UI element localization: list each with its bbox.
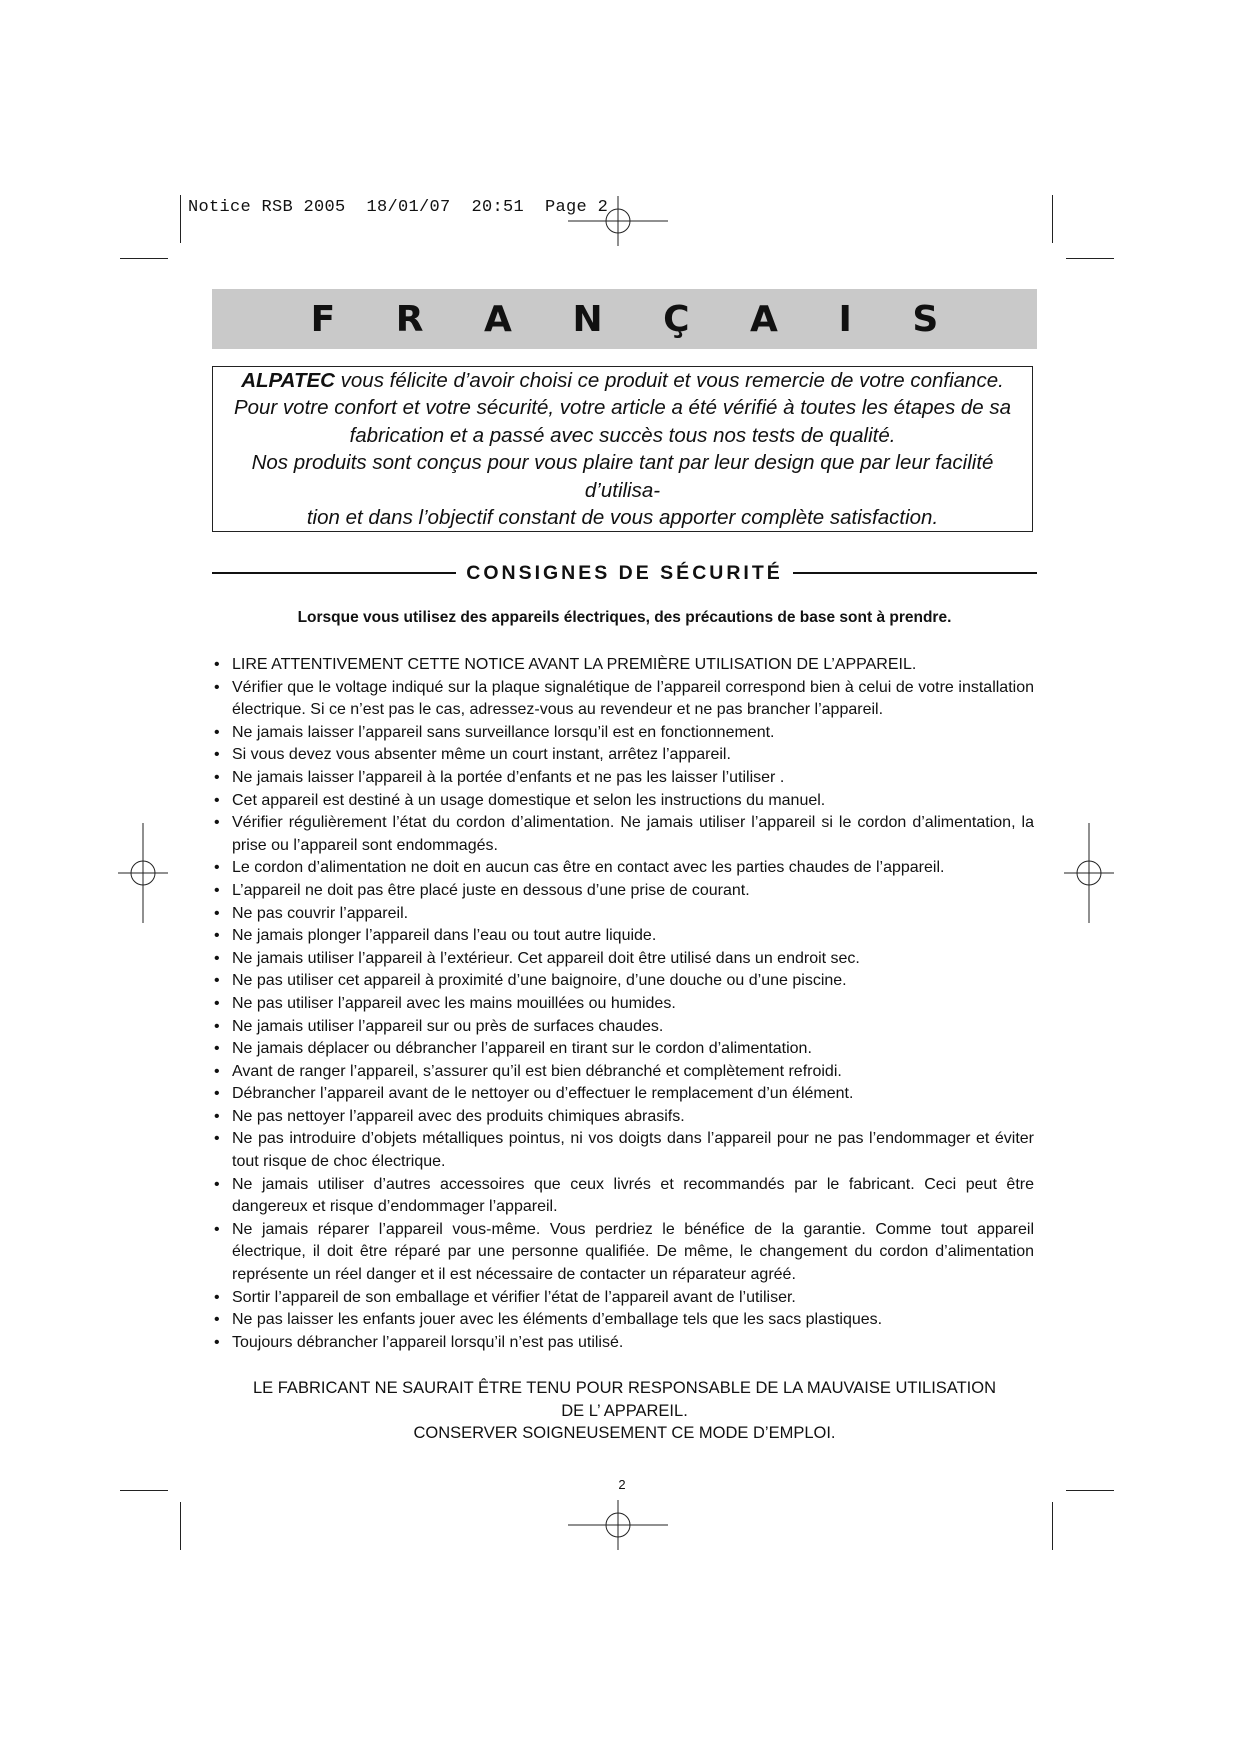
page-title: F R A N Ç A I S [310,298,963,340]
print-slug: Notice RSB 2005 18/01/07 20:51 Page 2 [188,198,609,217]
disclaimer-line-3: CONSERVER SOIGNEUSEMENT CE MODE D’EMPLOI. [413,1424,836,1443]
registration-mark-left-icon [118,823,168,923]
brand-name: ALPATEC [241,368,335,392]
list-item: • Ne jamais laisser l’appareil à la portée d’enfants et ne pas les laisser l’utiliser . [212,767,1034,790]
crop-mark-bottom-left-horizontal [120,1490,168,1491]
intro-line-3: fabrication et a passé avec succès tous nos tests de qualité. [349,423,896,447]
list-item: • Ne pas nettoyer l’appareil avec des produits chimiques abrasifs. [212,1106,1034,1129]
crop-mark-top-left-horizontal [120,258,168,259]
disclaimer-line-1: LE FABRICANT NE SAURAIT ÊTRE TENU POUR RESPONSABLE DE LA MAUVAISE UTILISATION [253,1379,996,1397]
section-rule-right [793,572,1037,574]
crop-mark-bottom-left-vertical [180,1502,181,1550]
list-item: • Ne pas introduire d’objets métalliques pointus, ni vos doigts dans l’appareil pour ne pas l’endommager et éviter tout risque de choc électrique. [212,1128,1034,1173]
disclaimer-line-2: DE L’ APPAREIL. [561,1401,688,1420]
crop-mark-top-right-vertical [1052,195,1053,243]
list-item: • Vérifier régulièrement l’état du cordon d’alimentation. Ne jamais utiliser l’appareil si le cordon d’alimentation, la prise ou l’appareil sont endommagés. [212,812,1034,857]
language-title-band [212,289,1037,349]
registration-mark-right-icon [1064,823,1114,923]
list-item: • Débrancher l’appareil avant de le nettoyer ou d’effectuer le remplacement d’un élément. [212,1083,1034,1106]
intro-line-5: tion et dans l’objectif constant de vous apporter complète satisfaction. [306,506,939,529]
intro-line-1 [219,367,1026,395]
page-number: 2 [618,1477,626,1492]
intro-line-1-text: vous félicite d’avoir choisi ce produit et vous remercie de votre confiance. [334,368,1004,392]
intro-line-4: Nos produits sont conçus pour vous plaire tant par leur design que par leur facilité d’utilisa- [251,451,994,502]
list-item: • Ne jamais plonger l’appareil dans l’eau ou tout autre liquide. [212,925,1034,948]
list-item: • Ne pas couvrir l’appareil. [212,903,1034,926]
list-item: • Ne jamais utiliser l’appareil à l’extérieur. Cet appareil doit être utilisé dans un endroit sec. [212,948,1034,971]
registration-mark-bottom-icon [568,1500,668,1550]
list-item: • Ne jamais réparer l’appareil vous-même. Vous perdriez le bénéfice de la garantie. Comme tout appareil électrique, il doit être réparé par une personne qualifiée. De même, le changement du cordon d’alimentation représente un réel danger et il est nécessaire de contacter un réparateur agréé. [212,1219,1034,1287]
safety-rules-list [212,654,1034,1354]
list-item: • Avant de ranger l’appareil, s’assurer qu’il est bien débranché et complètement refroidi. [212,1061,1034,1084]
intro-line-2: Pour votre confort et votre sécurité, votre article a été vérifié à toutes les étapes de sa [233,396,1012,419]
list-item: • Sortir l’appareil de son emballage et vérifier l’état de l’appareil avant de l’utiliser. [212,1287,1034,1310]
list-item: • Ne jamais déplacer ou débrancher l’appareil en tirant sur le cordon d’alimentation. [212,1038,1034,1061]
list-item: • Le cordon d’alimentation ne doit en aucun cas être en contact avec les parties chaudes de l’appareil. [212,857,1034,880]
list-item: • Toujours débrancher l’appareil lorsqu’il n’est pas utilisé. [212,1332,1034,1355]
manufacturer-disclaimer [212,1377,1037,1445]
section-heading-text: CONSIGNES DE SÉCURITÉ [466,561,783,584]
list-item: • Ne pas utiliser cet appareil à proximité d’une baignoire, d’une douche ou d’une piscine. [212,970,1034,993]
list-item: • Cet appareil est destiné à un usage domestique et selon les instructions du manuel. [212,790,1034,813]
crop-mark-top-left-vertical [180,195,181,243]
crop-mark-bottom-right-horizontal [1066,1490,1114,1491]
intro-box [212,366,1033,532]
section-heading [212,556,1037,590]
list-item: • Ne jamais utiliser l’appareil sur ou près de surfaces chaudes. [212,1016,1034,1039]
list-item: • Ne pas laisser les enfants jouer avec les éléments d’emballage tels que les sacs plastiques. [212,1309,1034,1332]
list-item: • Si vous devez vous absenter même un court instant, arrêtez l’appareil. [212,744,1034,767]
list-item: • L’appareil ne doit pas être placé juste en dessous d’une prise de courant. [212,880,1034,903]
list-item: • Ne jamais laisser l’appareil sans surveillance lorsqu’il est en fonctionnement. [212,722,1034,745]
list-item: • Ne jamais utiliser d’autres accessoires que ceux livrés et recommandés par le fabricant. Ceci peut être dangereux et risque d’endommager l’appareil. [212,1174,1034,1219]
section-rule-left [212,572,456,574]
crop-mark-bottom-right-vertical [1052,1502,1053,1550]
crop-mark-top-right-horizontal [1066,258,1114,259]
list-item: • LIRE ATTENTIVEMENT CETTE NOTICE AVANT LA PREMIÈRE UTILISATION DE L’APPAREIL. [212,654,1034,677]
section-subtitle: Lorsque vous utilisez des appareils électriques, des précautions de base sont à prendre. [297,609,952,626]
list-item: • Ne pas utiliser l’appareil avec les mains mouillées ou humides. [212,993,1034,1016]
list-item: • Vérifier que le voltage indiqué sur la plaque signalétique de l’appareil correspond bien à celui de votre installation électrique. Si ce n’est pas le cas, adressez-vous au revendeur et ne pas brancher l’appareil. [212,677,1034,722]
